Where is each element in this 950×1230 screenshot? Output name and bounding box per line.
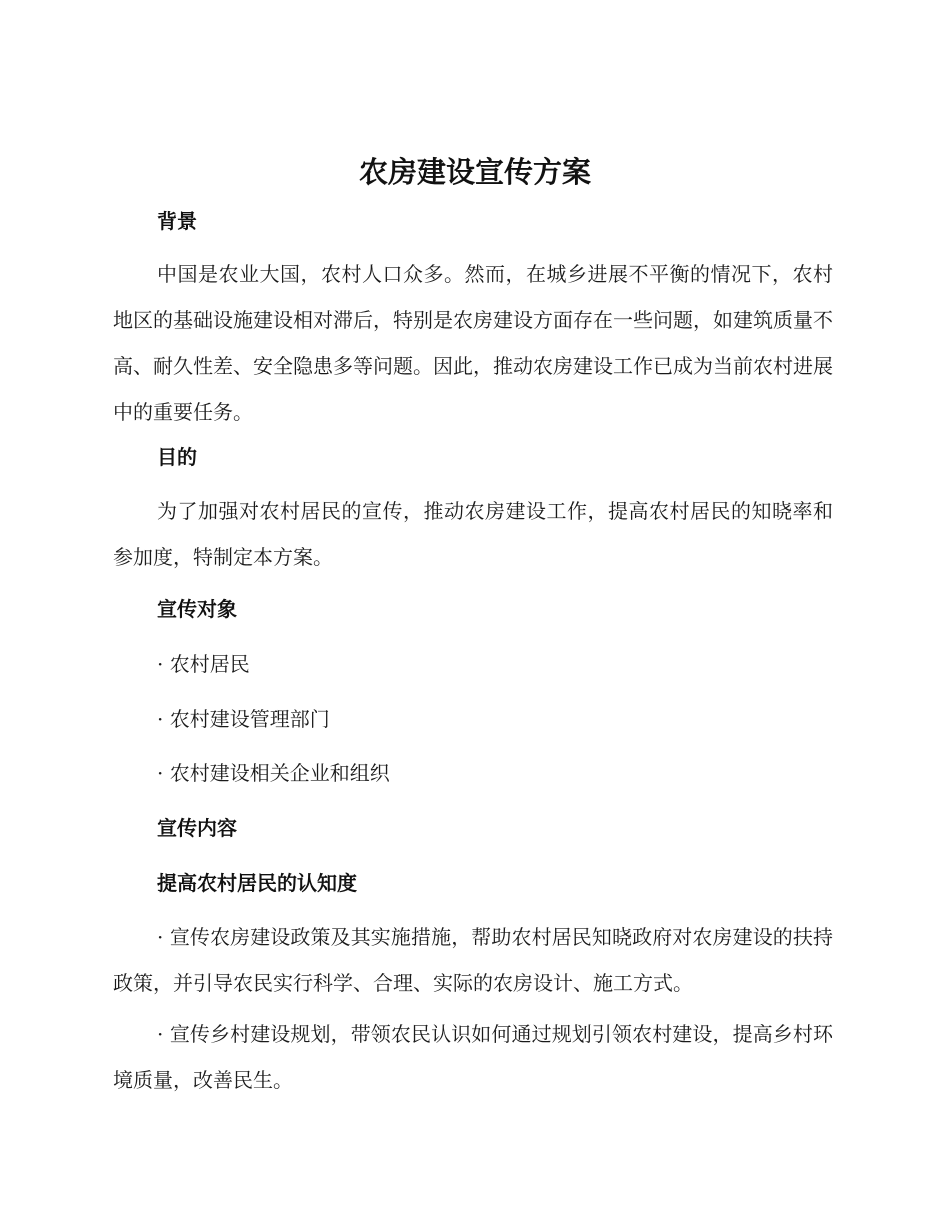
background-paragraph: 中国是农业大国，农村人口众多。然而，在城乡进展不平衡的情况下，农村地区的基础设施建设相对滞后，特别是农房建设方面存在一些问题，如建筑质量不高、耐久性差、安全隐患多等问题。因此，推动农房建设工作已成为当前农村进展中的重要任务。: [113, 262, 833, 424]
section-heading-background: 背景: [157, 209, 197, 233]
document-title: 农房建设宣传方案: [358, 155, 591, 189]
section-heading-content: 宣传内容: [157, 816, 237, 840]
section-heading-purpose: 目的: [157, 445, 197, 469]
content-list-item: · 宣传乡村建设规划，带领农民认识如何通过规划引领农村建设，提高乡村环境质量，改善民生。: [113, 1022, 833, 1092]
content-list-item: · 宣传农房建设政策及其实施措施，帮助农村居民知晓政府对农房建设的扶持政策，并引导农民实行科学、合理、实际的农房设计、施工方式。: [113, 925, 833, 995]
audience-list-item: · 农村居民: [157, 652, 250, 676]
audience-list-item: · 农村建设相关企业和组织: [157, 761, 390, 785]
purpose-paragraph: 为了加强对农村居民的宣传，推动农房建设工作，提高农村居民的知晓率和参加度，特制定本方案。: [113, 499, 833, 569]
section-heading-audience: 宣传对象: [157, 597, 237, 621]
audience-list-item: · 农村建设管理部门: [157, 707, 330, 731]
subsection-heading-awareness: 提高农村居民的认知度: [157, 871, 357, 895]
